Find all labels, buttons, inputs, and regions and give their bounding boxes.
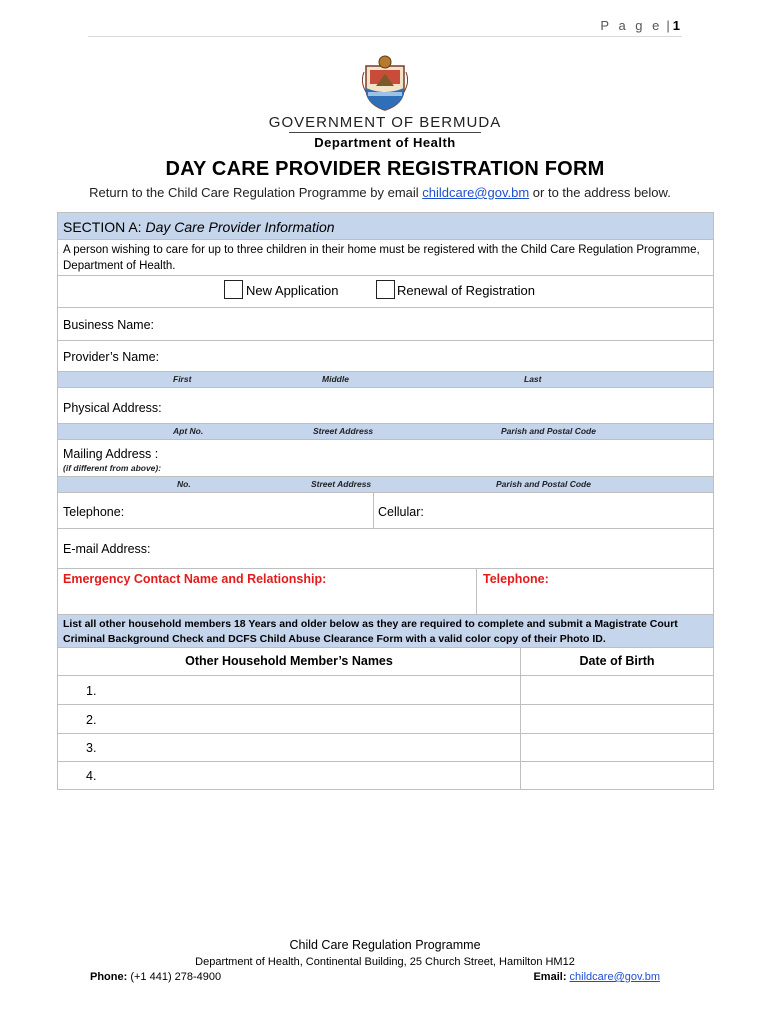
household-col-divider (520, 734, 521, 761)
physical-address-parts (57, 424, 714, 440)
household-row[interactable] (57, 734, 714, 762)
form-title: DAY CARE PROVIDER REGISTRATION FORM (165, 158, 605, 180)
first-name-caption: First (173, 374, 192, 384)
household-instruction: List all other household members 18 Years and older below as they are required to complete and submit a Magistrate Court Criminal Background Check and DCFS Child Abuse Clearance Form with a valid color copy of their Photo ID. (63, 618, 678, 645)
footer-phone (90, 971, 221, 983)
mailing-address-parts (57, 477, 714, 493)
provider-name-row[interactable] (57, 341, 714, 372)
cellular-label[interactable]: Cellular: (378, 505, 424, 519)
telephone-divider (373, 493, 374, 528)
parish-postal-caption: Parish and Postal Code (501, 426, 596, 436)
department-title: Department of Health (314, 135, 456, 150)
business-name-label: Business Name: (63, 318, 155, 332)
household-row-number: 2. (86, 713, 97, 727)
street-address-caption: Street Address (313, 426, 374, 436)
household-row-number: 4. (86, 769, 97, 783)
mailing-parish-caption: Parish and Postal Code (496, 479, 591, 489)
footer-address: Department of Health, Continental Building, 25 Church Street, Hamilton HM12 (195, 956, 575, 968)
household-col-divider (520, 762, 521, 789)
telephone-label[interactable]: Telephone: (63, 505, 125, 519)
emergency-contact-label[interactable]: Emergency Contact Name and Relationship: (63, 572, 327, 586)
household-col-divider (520, 705, 521, 733)
section-a-intro: A person wishing to care for up to three children in their home must be registered with the Child Care Regulation Programme, Department of Health. (63, 244, 700, 272)
emergency-contact-row (57, 569, 714, 615)
email-row[interactable] (57, 529, 714, 569)
return-instructions (30, 185, 730, 200)
household-col-divider (520, 676, 521, 704)
government-title: GOVERNMENT OF BERMUDA (268, 114, 502, 131)
email-address-label: E-mail Address: (63, 542, 151, 556)
bermuda-crest-icon (362, 52, 408, 112)
footer-phone-number: (+1 441) 278-4900 (127, 971, 222, 983)
application-type-row (57, 276, 714, 308)
renewal-label: Renewal of Registration (397, 283, 536, 298)
new-application-label: New Application (246, 283, 339, 298)
household-row-number: 1. (86, 684, 97, 698)
section-a-prefix: SECTION A: (63, 219, 146, 235)
physical-address-label: Physical Address: (63, 401, 162, 415)
mailing-street-caption: Street Address (311, 479, 372, 489)
physical-address-row[interactable] (57, 388, 714, 424)
section-a-title: Day Care Provider Information (145, 219, 335, 235)
footer-programme: Child Care Regulation Programme (289, 938, 481, 952)
footer-email (460, 971, 660, 983)
household-table-header (57, 648, 714, 676)
telephone-row (57, 493, 714, 529)
household-names-header: Other Household Member’s Names (185, 654, 393, 668)
household-instruction-row (57, 615, 714, 648)
return-text-after: or to the address below. (529, 185, 671, 200)
renewal-checkbox[interactable] (376, 280, 395, 299)
footer-email-link[interactable]: childcare@gov.bm (569, 971, 660, 983)
household-row-number: 3. (86, 741, 97, 755)
government-rule (289, 132, 481, 133)
middle-name-caption: Middle (322, 374, 349, 384)
emergency-divider (476, 569, 477, 614)
household-row[interactable] (57, 705, 714, 734)
page-word: P a g e (600, 18, 663, 33)
provider-name-parts (57, 372, 714, 388)
page-number-value: 1 (672, 18, 680, 33)
section-a-intro-row (57, 240, 714, 276)
mailing-address-label: Mailing Address : (63, 447, 159, 461)
new-application-checkbox[interactable] (224, 280, 243, 299)
mailing-address-note: (if different from above): (63, 463, 162, 473)
footer-email-label: Email: (533, 971, 567, 983)
footer-phone-label: Phone: (90, 971, 128, 983)
header-rule (88, 36, 682, 37)
return-email-link[interactable]: childcare@gov.bm (422, 185, 530, 200)
return-text-before: Return to the Child Care Regulation Programme by email (89, 185, 423, 200)
provider-name-label: Provider’s Name: (63, 350, 160, 364)
apt-no-caption: Apt No. (173, 426, 204, 436)
household-row[interactable] (57, 762, 714, 790)
mailing-address-row[interactable] (57, 440, 714, 477)
household-row[interactable] (57, 676, 714, 705)
household-dob-header: Date of Birth (579, 654, 655, 668)
page-separator: | (666, 18, 670, 33)
mailing-no-caption: No. (177, 479, 191, 489)
page-number (560, 18, 680, 33)
business-name-row[interactable] (57, 308, 714, 341)
section-a-header (57, 212, 714, 240)
last-name-caption: Last (524, 374, 542, 384)
emergency-telephone-label[interactable]: Telephone: (483, 572, 549, 586)
